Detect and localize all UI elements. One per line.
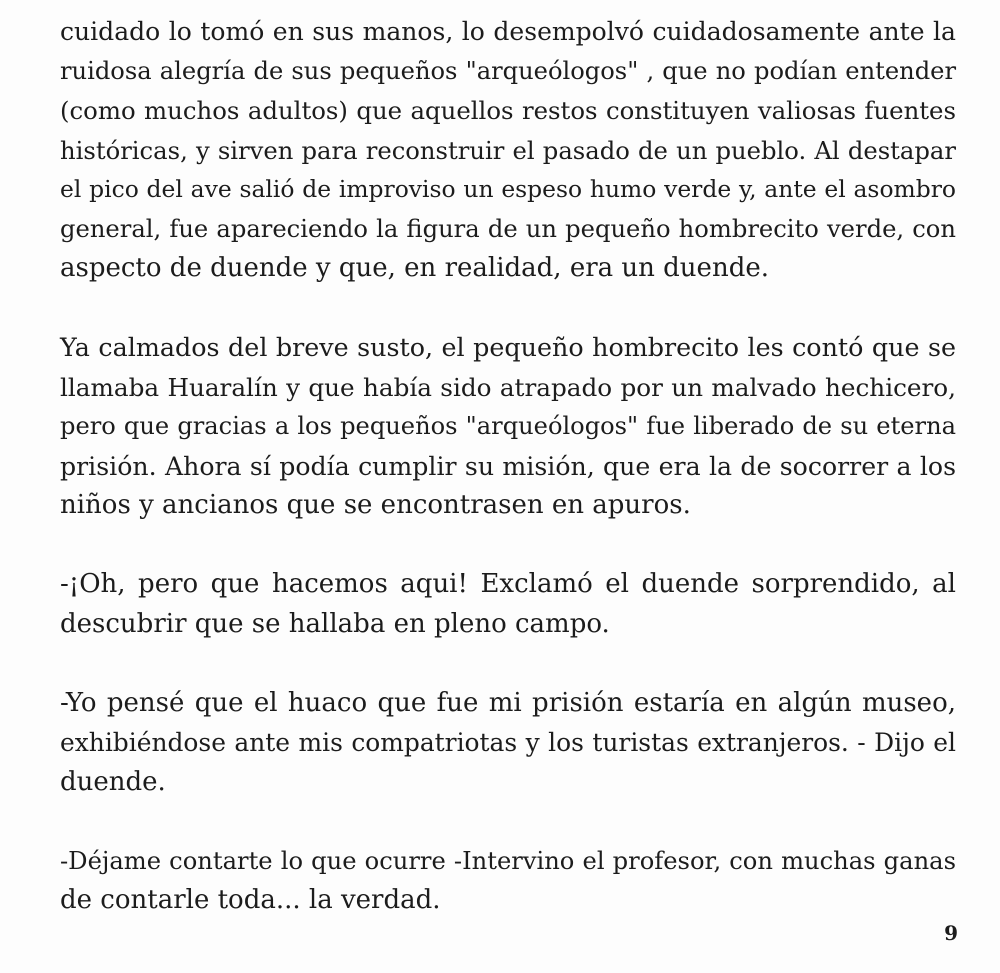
text-line: Ya calmados del breve susto, el pequeño hombrecito les contó que se [60, 332, 956, 362]
text-line: ruidosa alegría de sus pequeños "arqueólogos" , que no podían entender [60, 56, 956, 85]
story-text [60, 12, 956, 960]
text-line: duende. [60, 766, 166, 797]
text-line: -¡Oh, pero que hacemos aqui! Exclamó el duende sorprendido, al [60, 569, 956, 599]
text-line: descubrir que se hallaba en pleno campo. [60, 608, 610, 639]
paragraph-1 [60, 12, 956, 289]
text-line: (como muchos adultos) que aquellos restos constituyen valiosas fuentes [60, 96, 956, 125]
text-line: cuidado lo tomó en sus manos, lo desempolvó cuidadosamente ante la [60, 17, 956, 46]
text-line: el pico del ave salió de improviso un espeso humo verde y, ante el asombro [60, 175, 956, 203]
text-line: de contarle toda... la verdad. [60, 885, 441, 915]
text-line: exhibiéndose ante mis compatriotas y los turistas extranjeros. - Dijo el [60, 728, 956, 757]
text-line: general, fue apareciendo la figura de un pequeño hombrecito verde, con [60, 214, 956, 243]
text-line: llamaba Huaralín y que había sido atrapado por un malvado hechicero, [60, 372, 956, 402]
text-line: niños y ancianos que se encontrasen en apuros. [60, 490, 691, 520]
paragraph-4 [60, 684, 956, 803]
page-number: 9 [944, 921, 958, 945]
text-line: históricas, y sirven para reconstruir el pasado de un pueblo. Al destapar [60, 135, 956, 165]
paragraph-3 [60, 565, 956, 644]
text-line: -Yo pensé que el huaco que fue mi prisión estaría en algún museo, [60, 687, 956, 718]
text-line: prisión. Ahora sí podía cumplir su misión, que era la de socorrer a los [60, 451, 956, 481]
text-line: aspecto de duende y que, en realidad, era un duende. [60, 253, 769, 283]
text-line: -Déjame contarte lo que ocurre -Intervino el profesor, con muchas ganas [60, 846, 956, 875]
paragraph-5 [60, 842, 956, 921]
paragraph-2 [60, 328, 956, 526]
text-line: pero que gracias a los pequeños "arqueólogos" fue liberado de su eterna [60, 412, 956, 440]
